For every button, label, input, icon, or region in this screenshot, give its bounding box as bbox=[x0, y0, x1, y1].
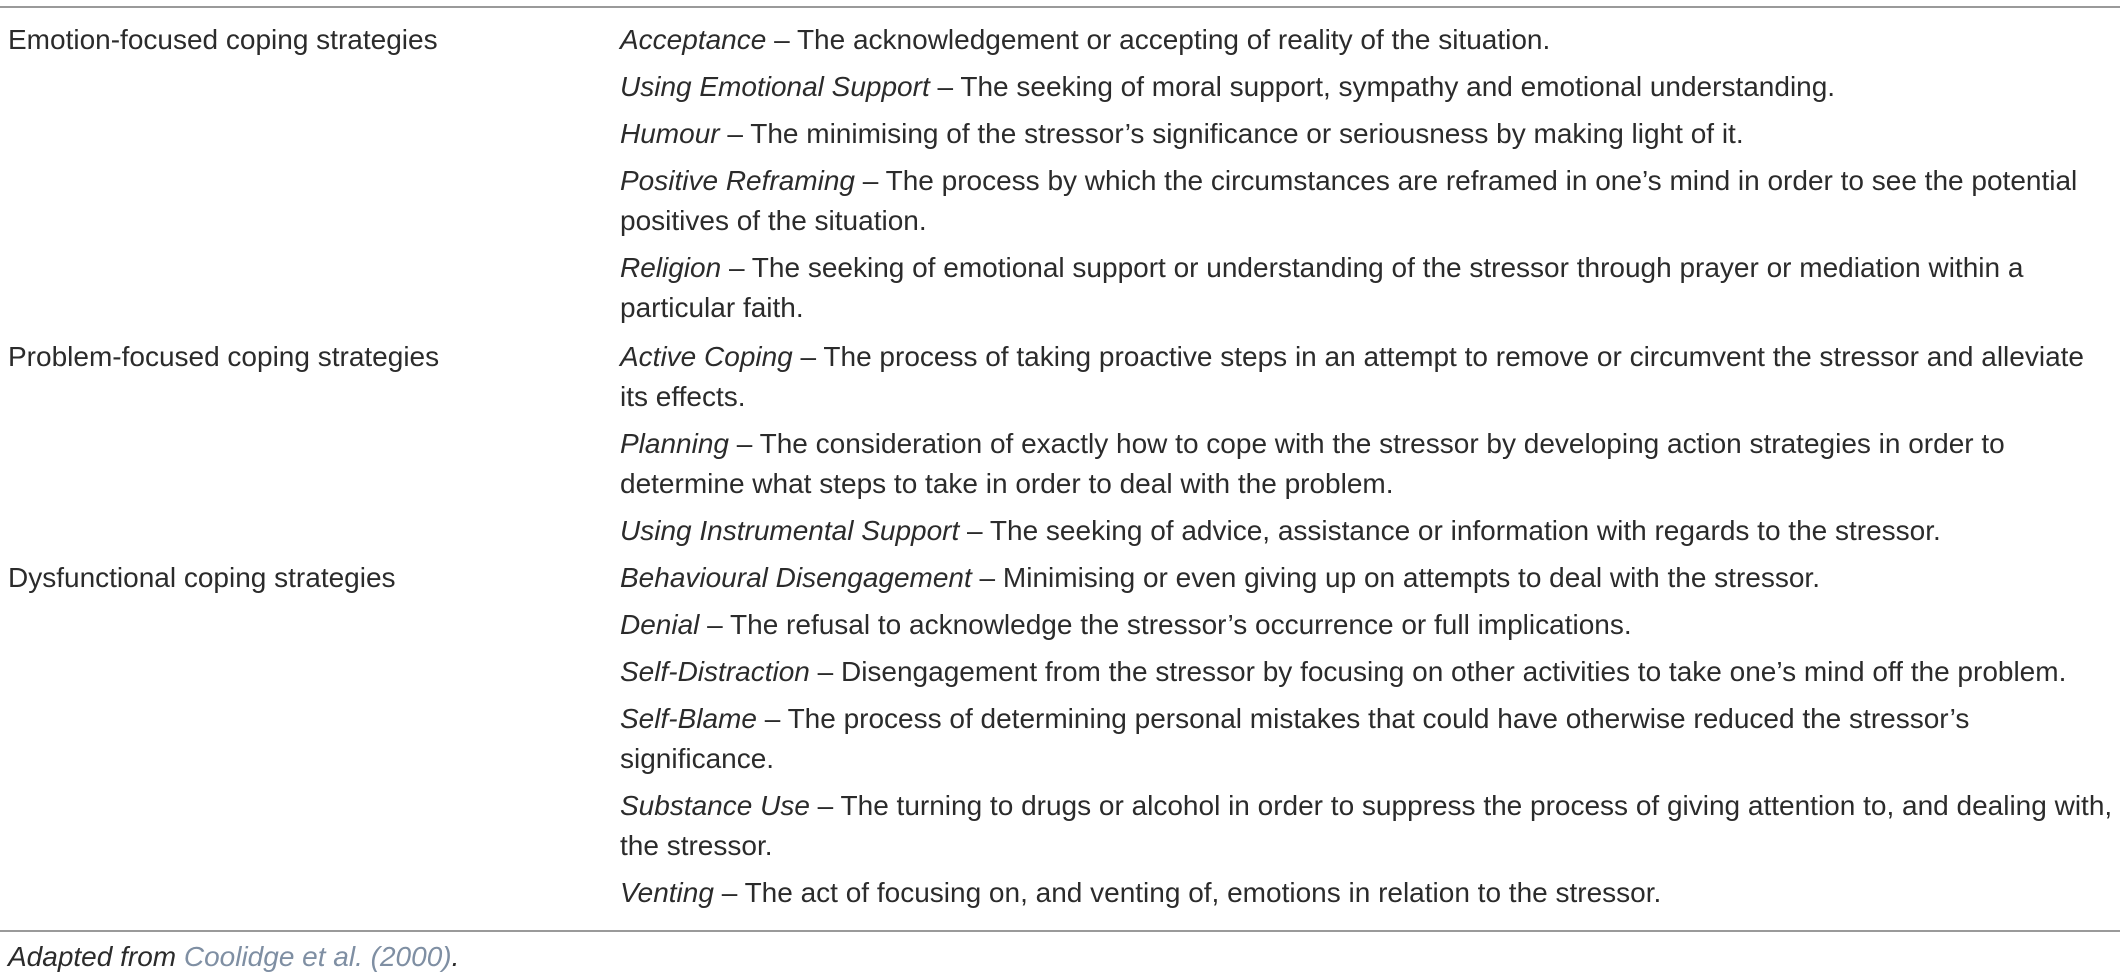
footnote-suffix: . bbox=[451, 941, 460, 972]
strategy-definition: – The process of taking proactive steps in an attempt to remove or circumvent the stressor and alleviate its effects. bbox=[620, 341, 2084, 412]
strategy-term: Substance Use bbox=[620, 790, 810, 821]
strategy-item bbox=[620, 114, 2115, 154]
strategy-term: Self-Blame bbox=[620, 703, 757, 734]
strategy-item bbox=[620, 558, 2115, 598]
strategy-list bbox=[620, 337, 2115, 558]
strategy-definition: – The seeking of emotional support or understanding of the stressor through prayer or mediation within a particular faith. bbox=[620, 252, 2024, 323]
strategy-item bbox=[620, 424, 2115, 504]
strategy-list bbox=[620, 20, 2115, 335]
strategy-term: Active Coping bbox=[620, 341, 793, 372]
strategy-term: Acceptance bbox=[620, 24, 767, 55]
strategy-item bbox=[620, 248, 2115, 328]
strategy-definition: – The acknowledgement or accepting of reality of the situation. bbox=[766, 24, 1551, 55]
strategy-definition: – The turning to drugs or alcohol in order to suppress the process of giving attention to, and dealing with, the stressor. bbox=[620, 790, 2113, 861]
strategy-item bbox=[620, 699, 2115, 779]
strategy-term: Denial bbox=[620, 609, 700, 640]
strategy-term: Venting bbox=[620, 877, 714, 908]
strategy-item bbox=[620, 67, 2115, 107]
strategy-item bbox=[620, 511, 2115, 551]
strategy-item bbox=[620, 20, 2115, 60]
strategy-term: Self-Distraction bbox=[620, 656, 810, 687]
category-label: Emotion-focused coping strategies bbox=[8, 24, 438, 55]
category-label: Problem-focused coping strategies bbox=[8, 341, 440, 372]
strategy-item bbox=[620, 605, 2115, 645]
strategy-definition: – The minimising of the stressor’s significance or seriousness by making light of it. bbox=[719, 118, 1744, 149]
strategy-definition: – Minimising or even giving up on attempts to deal with the stressor. bbox=[971, 562, 1820, 593]
strategy-term: Behavioural Disengagement bbox=[620, 562, 972, 593]
citation-link[interactable]: Coolidge et al. (2000) bbox=[183, 941, 452, 972]
strategy-term: Using Instrumental Support bbox=[620, 515, 960, 546]
strategy-term: Using Emotional Support bbox=[620, 71, 930, 102]
strategy-item bbox=[620, 652, 2115, 692]
strategy-item bbox=[620, 337, 2115, 417]
strategy-term: Religion bbox=[620, 252, 722, 283]
strategy-term: Planning bbox=[620, 428, 729, 459]
table-bottom-rule bbox=[0, 930, 2120, 932]
strategy-definition: – Disengagement from the stressor by focusing on other activities to take one’s mind off the problem. bbox=[809, 656, 2067, 687]
strategy-list bbox=[620, 558, 2115, 920]
strategy-definition: – The process by which the circumstances are reframed in one’s mind in order to see the potential positives of the situation. bbox=[620, 165, 2078, 236]
table-top-rule bbox=[0, 6, 2120, 8]
strategy-definition: – The consideration of exactly how to cope with the stressor by developing action strategies in order to determine what steps to take in order to deal with the problem. bbox=[620, 428, 2005, 499]
table-footnote bbox=[8, 937, 459, 977]
strategy-definition: – The seeking of advice, assistance or information with regards to the stressor. bbox=[959, 515, 1941, 546]
strategy-definition: – The seeking of moral support, sympathy and emotional understanding. bbox=[929, 71, 1836, 102]
strategy-item bbox=[620, 161, 2115, 241]
footnote-prefix: Adapted from bbox=[8, 941, 184, 972]
strategy-definition: – The refusal to acknowledge the stressor’s occurrence or full implications. bbox=[699, 609, 1632, 640]
category-label: Dysfunctional coping strategies bbox=[8, 562, 396, 593]
strategy-term: Humour bbox=[620, 118, 720, 149]
strategy-item bbox=[620, 786, 2115, 866]
strategy-definition: – The process of determining personal mistakes that could have otherwise reduced the stressor’s significance. bbox=[620, 703, 1970, 774]
strategy-item bbox=[620, 873, 2115, 913]
strategy-term: Positive Reframing bbox=[620, 165, 855, 196]
strategy-definition: – The act of focusing on, and venting of, emotions in relation to the stressor. bbox=[713, 877, 1662, 908]
